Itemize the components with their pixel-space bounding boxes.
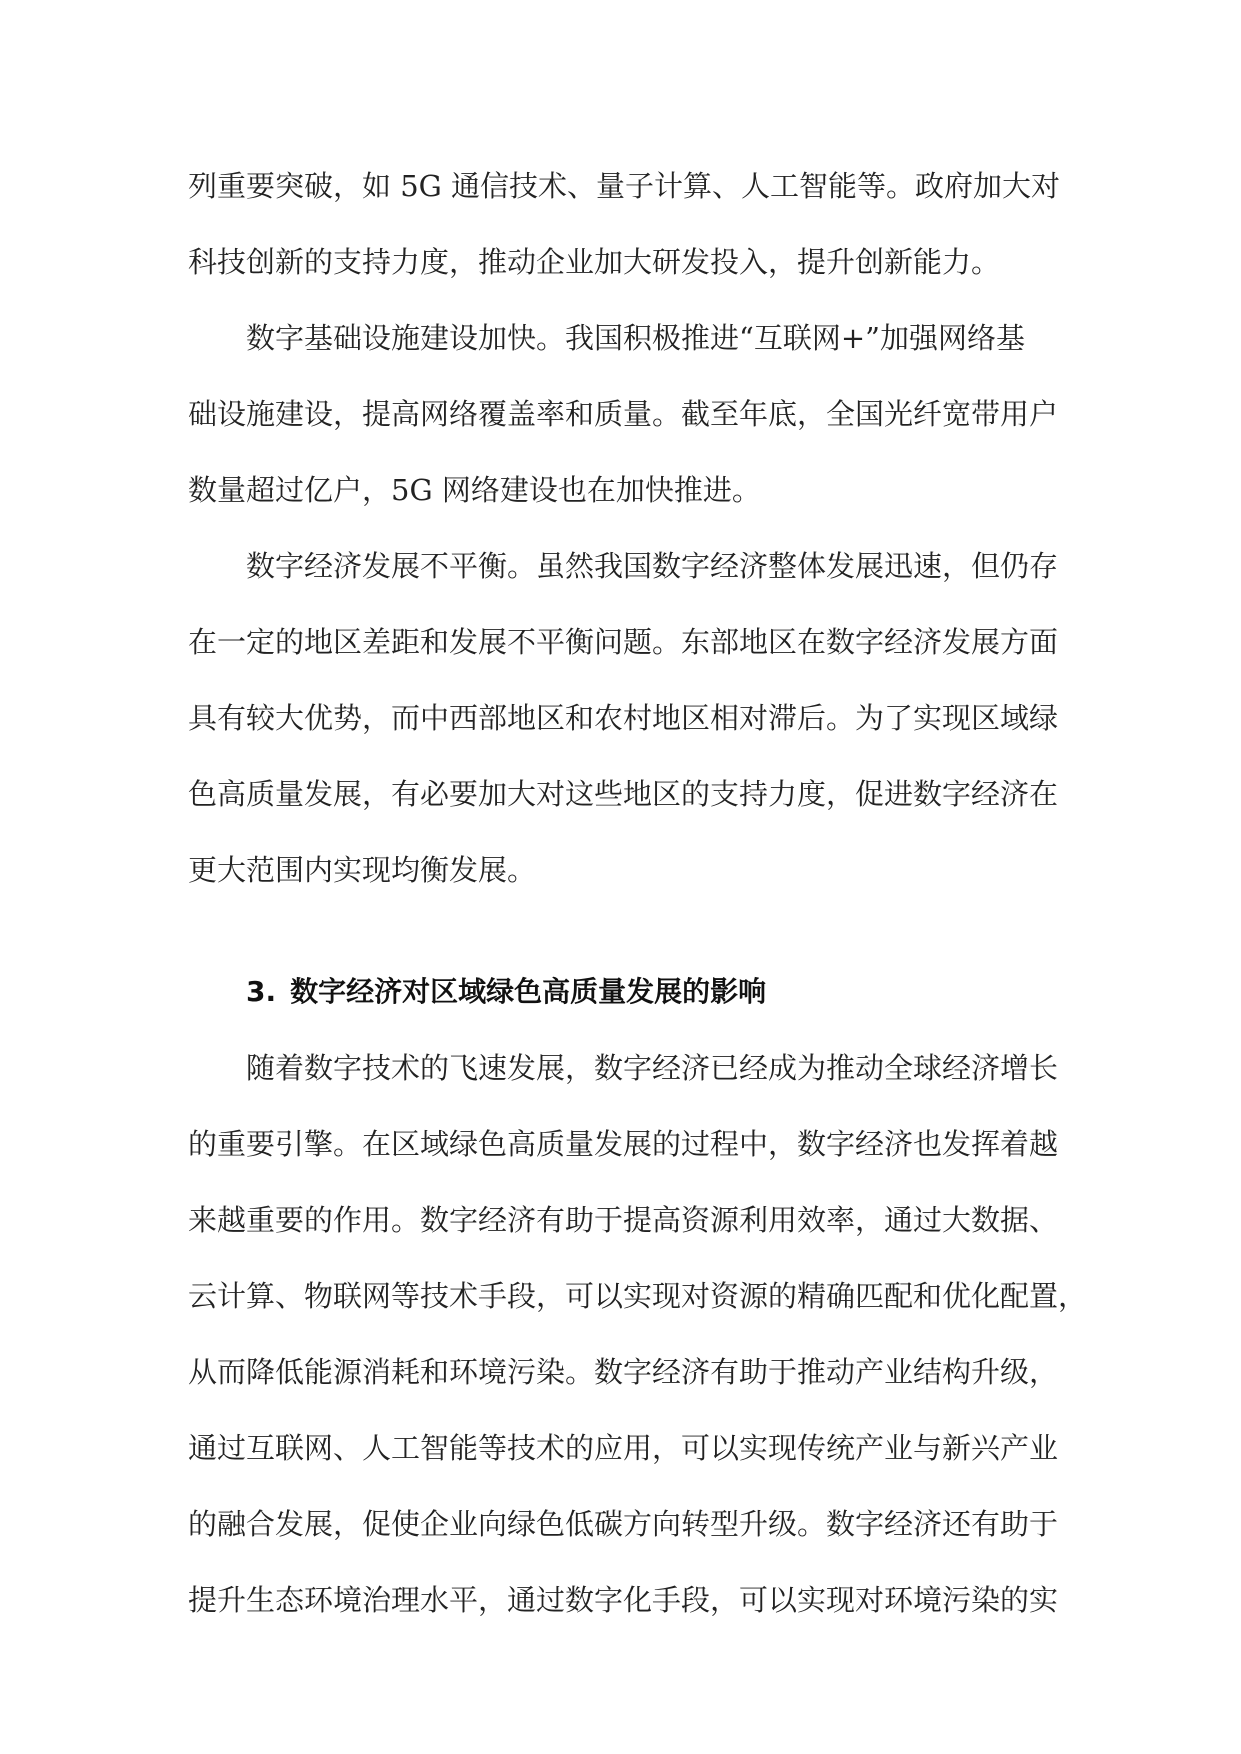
- paragraph-rd-investment: [188, 148, 1061, 300]
- document-body: [188, 148, 1088, 1638]
- paragraph-line: 从而降低能源消耗和环境污染。数字经济有助于推动产业结构升级，: [188, 1355, 1059, 1389]
- paragraph-line: 来越重要的作用。数字经济有助于提高资源利用效率，通过大数据、: [188, 1203, 1059, 1237]
- paragraph-line: 科技创新的支持力度，推动企业加大研发投入，提升创新能力。: [188, 245, 1001, 279]
- paragraph-line: 随着数字技术的飞速发展，数字经济已经成为推动全球经济增长: [246, 1051, 1059, 1085]
- paragraph-line: 具有较大优势，而中西部地区和农村地区相对滞后。为了实现区域绿: [188, 701, 1059, 735]
- paragraph-digital-infrastructure: [188, 300, 1058, 528]
- paragraph-line: 数字经济发展不平衡。虽然我国数字经济整体发展迅速，但仍存: [246, 549, 1059, 583]
- paragraph-line: 云计算、物联网等技术手段，可以实现对资源的精确匹配和优化配置，: [188, 1279, 1088, 1313]
- section-spacer: [188, 908, 1058, 954]
- section-heading: [188, 954, 1058, 1030]
- paragraph-line: 提升生态环境治理水平，通过数字化手段，可以实现对环境污染的实: [188, 1583, 1059, 1617]
- paragraph-line: 础设施建设，提高网络覆盖率和质量。截至年底，全国光纤宽带用户: [188, 397, 1059, 431]
- paragraph-unbalanced-development: [188, 528, 1058, 908]
- paragraph-line: 列重要突破，如 5G 通信技术、量子计算、人工智能等。政府加大对: [188, 169, 1061, 203]
- paragraph-line: 更大范围内实现均衡发展。: [188, 853, 537, 887]
- paragraph-digital-economy-impact: [188, 1030, 1088, 1638]
- paragraph-line: 的融合发展，促使企业向绿色低碳方向转型升级。数字经济还有助于: [188, 1507, 1059, 1541]
- paragraph-line: 色高质量发展，有必要加大对这些地区的支持力度，促进数字经济在: [188, 777, 1059, 811]
- paragraph-line: 在一定的地区差距和发展不平衡问题。东部地区在数字经济发展方面: [188, 625, 1059, 659]
- paragraph-line: 的重要引擎。在区域绿色高质量发展的过程中，数字经济也发挥着越: [188, 1127, 1059, 1161]
- section-title: 数字经济对区域绿色高质量发展的影响: [290, 975, 767, 1008]
- section-number: 3.: [246, 975, 277, 1008]
- paragraph-line: 数量超过亿户，5G 网络建设也在加快推进。: [188, 473, 761, 507]
- paragraph-line: 通过互联网、人工智能等技术的应用，可以实现传统产业与新兴产业: [188, 1431, 1059, 1465]
- paragraph-line: 数字基础设施建设加快。我国积极推进“互联网+”加强网络基: [246, 321, 1025, 355]
